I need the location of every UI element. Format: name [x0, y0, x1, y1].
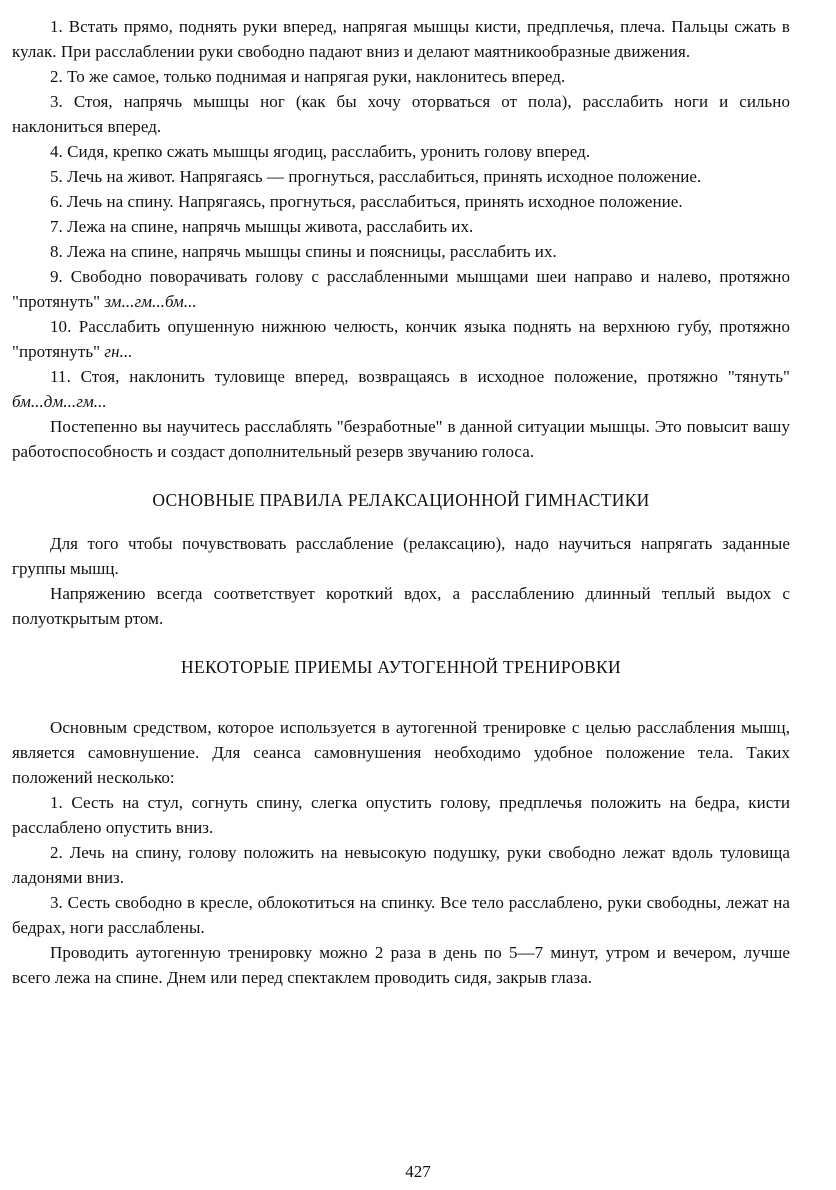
exercise-paragraph [12, 214, 790, 239]
exercise-text: 1. Встать прямо, поднять руки вперед, напрягая мышцы кисти, предплечья, плеча. Пальцы сжать в кулак. При расслаблении руки свободно падают вниз и делают маятникообразные движения. [12, 17, 790, 61]
page-text-block [12, 14, 790, 990]
exercise-paragraph [12, 89, 790, 139]
exercise-paragraph [12, 239, 790, 264]
exercise-text: 3. Стоя, напрячь мышцы ног (как бы хочу оторваться от пола), расслабить ноги и сильно наклониться вперед. [12, 92, 790, 136]
exercise-text: 5. Лечь на живот. Напрягаясь — прогнуться, расслабиться, принять исходное положение. [50, 167, 702, 186]
exercise-paragraph [12, 264, 790, 314]
training-paragraph: 3. Сесть свободно в кресле, облокотиться на спинку. Все тело расслаблено, руки свободны, лежат на бедрах, ноги расслаблены. [12, 893, 790, 937]
spacer [12, 464, 790, 488]
exercise-text: 7. Лежа на спине, напрячь мышцы живота, расслабить их. [50, 217, 474, 236]
spacer [12, 631, 790, 655]
exercise-text: 6. Лечь на спину. Напрягаясь, прогнуться, расслабиться, принять исходное положение. [50, 192, 683, 211]
exercise-text: 11. Стоя, наклонить туловище вперед, возвращаясь в исходное положение, протяжно "тянуть" [50, 367, 790, 386]
exercise-text: 2. То же самое, только поднимая и напрягая руки, наклонитесь вперед. [50, 67, 566, 86]
training-paragraph: 1. Сесть на стул, согнуть спину, слегка опустить голову, предплечья положить на бедра, кисти расслаблено опустить вниз. [12, 793, 790, 837]
exercise-paragraph [12, 139, 790, 164]
training-paragraph: 2. Лечь на спину, голову положить на невысокую подушку, руки свободно лежат вдоль туловища ладонями вниз. [12, 843, 790, 887]
exercise-text: 10. Расслабить опушенную нижнюю челюсть, кончик языка поднять на верхнюю губу, протяжно "протянуть" [12, 317, 790, 361]
exercise-paragraph [12, 189, 790, 214]
sound-syllables: зм...гм...бм... [104, 292, 197, 311]
exercise-text: 8. Лежа на спине, напрячь мышцы спины и поясницы, расслабить их. [50, 242, 557, 261]
spacer [12, 680, 790, 715]
exercise-paragraph [12, 64, 790, 89]
training-paragraph: Основным средством, которое используется в аутогенной тренировке с целью расслабления мышц, является самовнушение. Для сеанса самовнушения необходимо удобное положение тела. Таких положений несколько: [12, 718, 790, 787]
exercise-paragraph [12, 164, 790, 189]
rule-paragraph: Для того чтобы почувствовать расслабление (релаксацию), надо научиться напрягать заданные группы мышц. [12, 534, 790, 578]
exercise-paragraph [12, 314, 790, 364]
section-heading-autogenic-training: НЕКОТОРЫЕ ПРИЕМЫ АУТОГЕННОЙ ТРЕНИРОВКИ [181, 657, 621, 677]
closing-paragraph: Постепенно вы научитесь расслаблять "безработные" в данной ситуации мышцы. Это повысит вашу работоспособность и создаст дополнительный резерв звучанию голоса. [12, 417, 790, 461]
page-number: 427 [405, 1162, 431, 1181]
sound-syllables: гн... [104, 342, 133, 361]
training-paragraph: Проводить аутогенную тренировку можно 2 раза в день по 5—7 минут, утром и вечером, лучше всего лежа на спине. Днем или перед спектаклем проводить сидя, закрыв глаза. [12, 943, 790, 987]
rule-paragraph: Напряжению всегда соответствует короткий вдох, а расслаблению длинный теплый выдох с полуоткрытым ртом. [12, 584, 790, 628]
exercise-text: 4. Сидя, крепко сжать мышцы ягодиц, расслабить, уронить голову вперед. [50, 142, 591, 161]
exercise-text: 9. Свободно поворачивать голову с расслабленными мышцами шеи направо и налево, протяжно "протянуть" [12, 267, 790, 311]
sound-syllables: бм...дм...гм... [12, 392, 107, 411]
exercise-paragraph [12, 364, 790, 414]
exercise-paragraph [12, 14, 790, 64]
spacer [12, 513, 790, 531]
section-heading-relaxation-rules: ОСНОВНЫЕ ПРАВИЛА РЕЛАКСАЦИОННОЙ ГИМНАСТИКИ [152, 490, 650, 510]
